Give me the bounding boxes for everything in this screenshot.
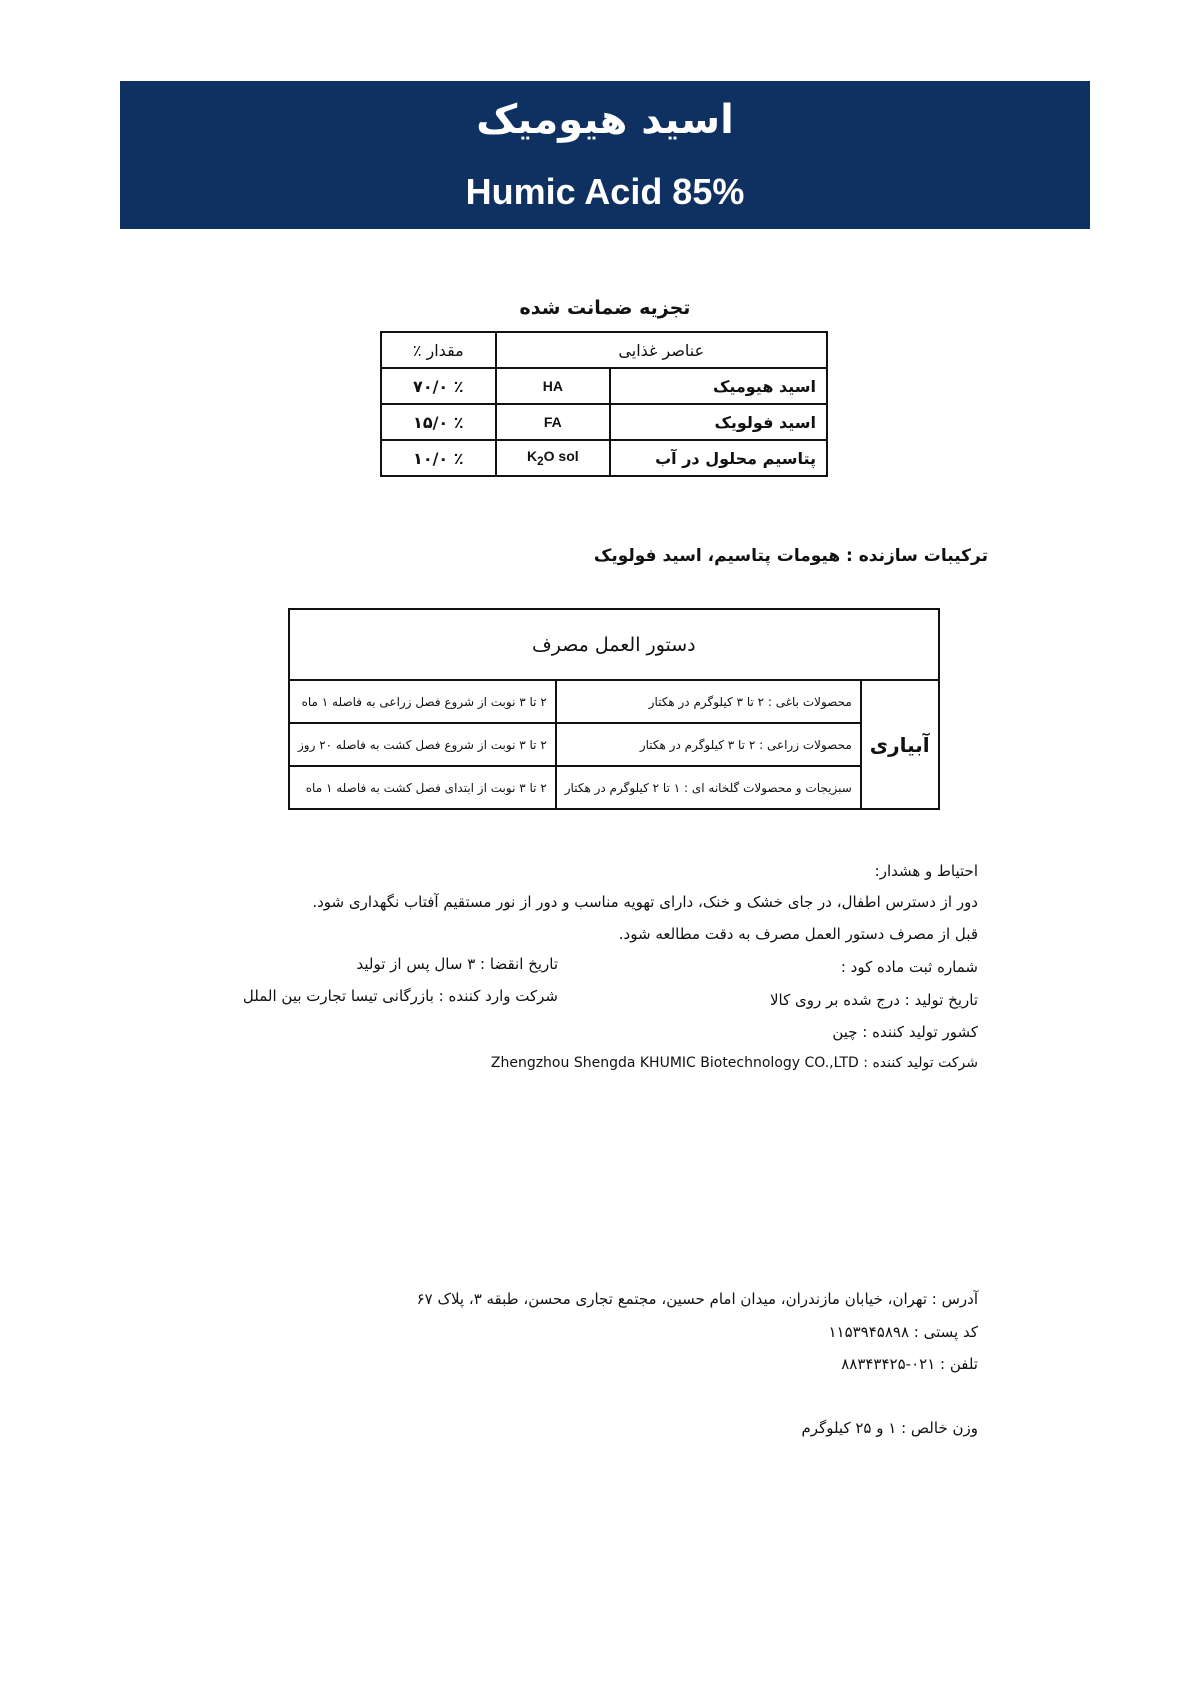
table-row [289,766,939,809]
usage-instructions-table [288,608,940,810]
table-row [289,723,939,766]
postal-code: کد پستی : ۱۱۵۳۹۴۵۸۹۸ [828,1323,978,1341]
element-value: ٪ ۷۰/۰ [381,368,496,404]
element-name: اسید فولویک [610,404,827,440]
producer-country: کشور تولید کننده : چین [832,1023,978,1041]
registration-number: شماره ثبت ماده کود : [840,958,978,976]
header-elements: عناصر غذایی [496,332,827,368]
table-row [289,680,939,723]
table-row [381,368,827,404]
element-name: پتاسیم محلول در آب [610,440,827,476]
title-banner [120,81,1090,229]
element-symbol: FA [496,404,611,440]
element-value: ٪ ۱۵/۰ [381,404,496,440]
usage-title: دستور العمل مصرف [289,609,939,680]
warnings-title: احتیاط و هشدار: [874,862,978,880]
table-header-row [381,332,827,368]
usage-timing: ۲ تا ۳ نوبت از شروع فصل کشت به فاصله ۲۰ روز [289,723,556,766]
element-symbol [496,440,611,476]
manufacturer: شرکت تولید کننده : Zhengzhou Shengda KHUMIC Biotechnology CO.,LTD [490,1055,978,1071]
symbol-subscript: 2 [537,454,544,468]
product-title-fa: اسید هیومیک [476,97,734,143]
net-weight: وزن خالص : ۱ و ۲۵ کیلوگرم [801,1419,978,1437]
production-date: تاریخ تولید : درج شده بر روی کالا [769,991,978,1009]
warning-line: دور از دسترس اطفال، در جای خشک و خنک، دارای تهویه مناسب و دور از نور مستقیم آفتاب نگهداری شود. [312,893,978,911]
usage-dose: محصولات باغی : ۲ تا ۳ کیلوگرم در هکتار [556,680,861,723]
address: آدرس : تهران، خیابان مازندران، میدان امام حسین، مجتمع تجاری محسن، طبقه ۳، پلاک ۶۷ [416,1290,978,1308]
analysis-title: تجزیه ضمانت شده [519,297,691,319]
guaranteed-analysis-table [380,331,828,477]
usage-title-row [289,609,939,680]
symbol-main: K [527,448,538,465]
element-symbol: HA [496,368,611,404]
warning-line: قبل از مصرف دستور العمل مصرف به دقت مطالعه شود. [618,925,978,943]
symbol-rest: O sol [543,448,579,465]
ingredients-line: ترکیبات سازنده : هیومات پتاسیم، اسید فولویک [593,546,988,566]
expiry-date: تاریخ انقضا : ۳ سال پس از تولید [356,955,558,973]
usage-timing: ۲ تا ۳ نوبت از شروع فصل زراعی به فاصله ۱ ماه [289,680,556,723]
element-name: اسید هیومیک [610,368,827,404]
table-row [381,440,827,476]
application-method: آبیاری [861,680,939,809]
header-amount: مقدار ٪ [381,332,496,368]
element-value: ٪ ۱۰/۰ [381,440,496,476]
importer: شرکت وارد کننده : بازرگانی تیسا تجارت بین الملل [242,987,558,1005]
usage-dose: محصولات زراعی : ۲ تا ۳ کیلوگرم در هکتار [556,723,861,766]
phone: تلفن : ۰۲۱-۸۸۳۴۳۴۲۵ [841,1355,978,1373]
product-title-en: Humic Acid 85% [465,171,745,212]
usage-timing: ۲ تا ۳ نوبت از ابتدای فصل کشت به فاصله ۱ ماه [289,766,556,809]
usage-dose: سبزیجات و محصولات گلخانه ای : ۱ تا ۲ کیلوگرم در هکتار [556,766,861,809]
table-row [381,404,827,440]
